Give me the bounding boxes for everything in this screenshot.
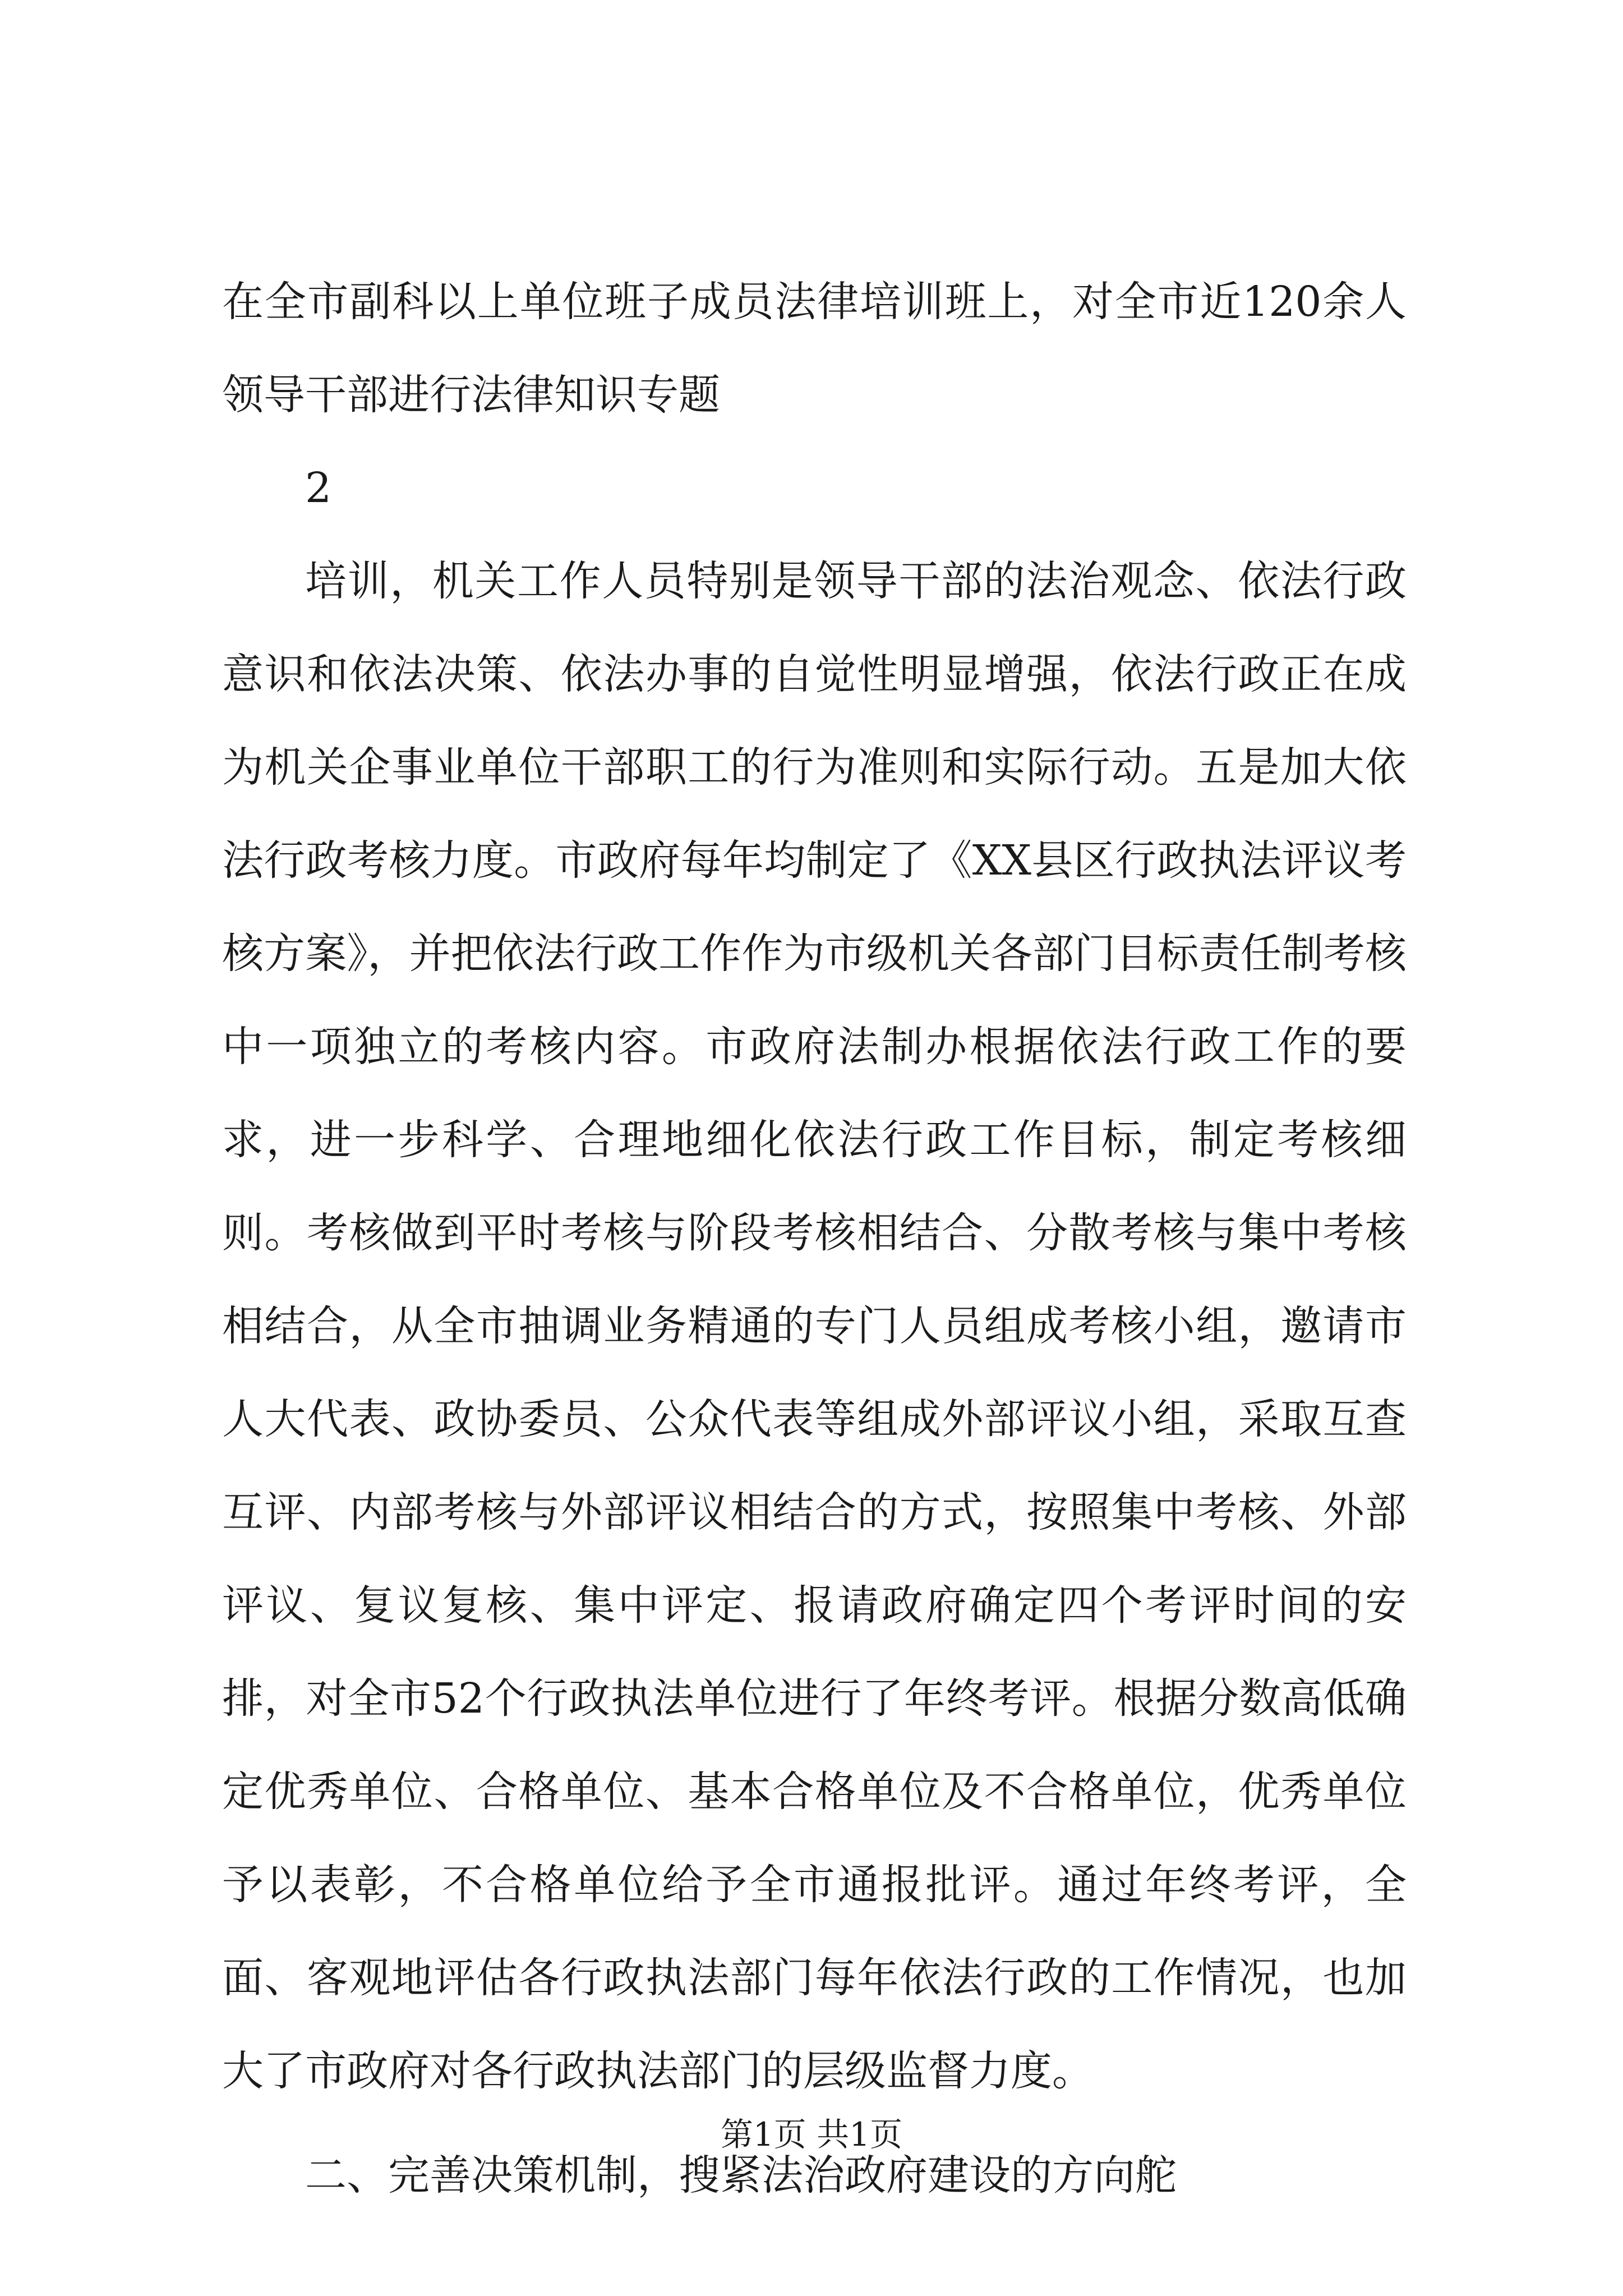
section-heading: 二、完善决策机制，搜紧法治政府建设的方向舵 [305, 2151, 1177, 2200]
paragraph-intro: 在全市副科以上单位班子成员法律培训班上，对全市近120余人领导干部进行法律知识专题 [222, 278, 1407, 419]
paragraph-page-number: 2 [305, 464, 332, 512]
paragraph-main: 培训，机关工作人员特别是领导干部的法治观念、依法行政意识和依法决策、依法办事的自觉性明显增强，依法行政正在成为机关企事业单位干部职工的行为准则和实际行动。五是加大依法行政考核力度。市政府每年均制定了《XX县区行政执法评议考核方案》，并把依法行政工作作为市级机关各部门目标责任制考核中一项独立的考核内容。市政府法制办根据依法行政工作的要求，进一步科学、合理地细化依法行政工作目标，制定考核细则。考核做到平时考核与阶段考核相结合、分散考核与集中考核相结合，从全市抽调业务精通的专门人员组成考核小组，邀请市人大代表、政协委员、公众代表等组成外部评议小组，采取互查互评、内部考核与外部评议相结合的方式，按照集中考核、外部评议、复议复核、集中评定、报请政府确定四个考评时间的安排，对全市52个行政执法单位进行了年终考评。根据分数高低确定优秀单位、合格单位、基本合格单位及不合格单位，优秀单位予以表彰，不合格单位给予全市通报批评。通过年终考评，全面、客观地评估各行政执法部门每年依法行政的工作情况，也加大了市政府对各行政执法部门的层级监督力度。 [222, 557, 1407, 2095]
document-body [222, 255, 1407, 2222]
page-footer: 第1页 共1页 [720, 2115, 903, 2154]
